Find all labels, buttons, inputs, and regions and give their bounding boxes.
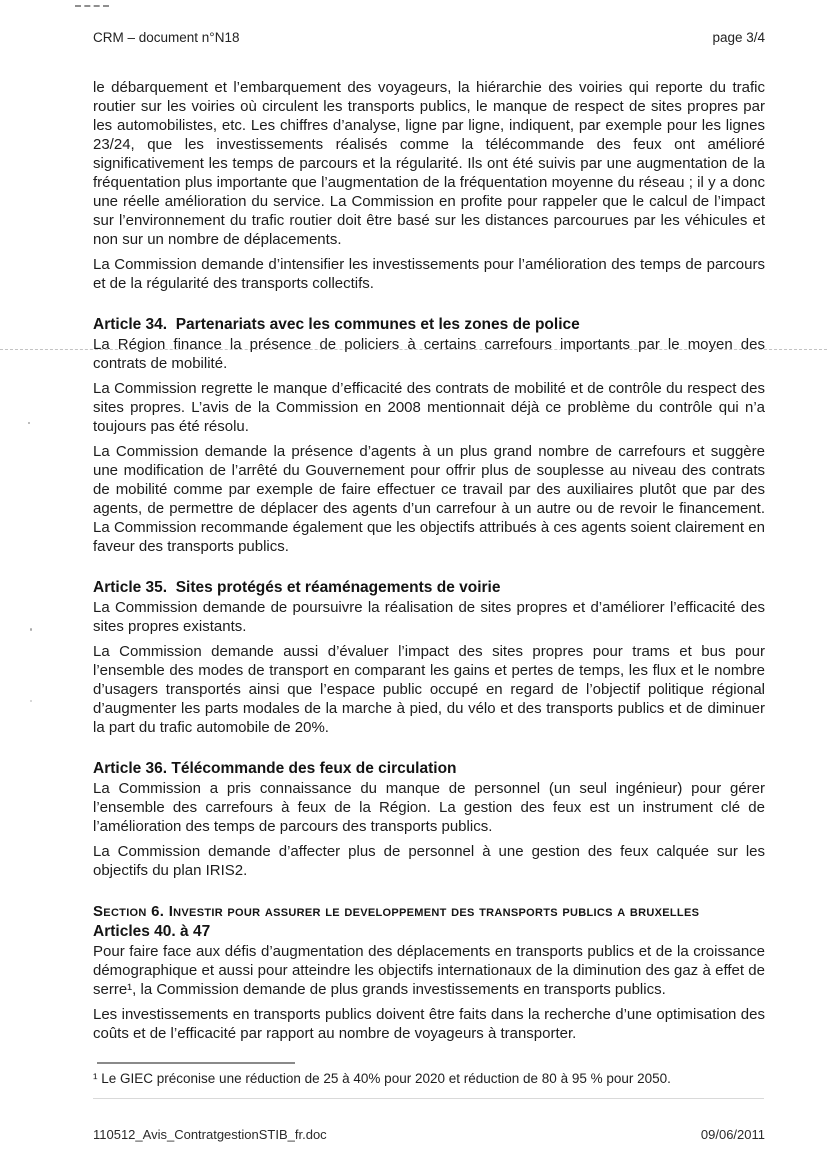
scan-speck	[30, 700, 32, 702]
article-34-heading: Article 34. Partenariats avec les communes et les zones de police	[93, 316, 580, 333]
footnote-area	[93, 1062, 765, 1087]
scan-speck	[30, 628, 32, 631]
paragraph-commission-demande-agents: La Commission demande la présence d’agents à un plus grand nombre de carrefours et suggère une modification de l’arrêté du Gouvernement pour offrir plus de souplesse au niveau des contrats de mobilité comme par exemple de faire effectuer ce travail par des auxiliaires plutôt que par des agents, de permettre de déplacer des agents d’un carrefour à un autre ou de revoir le financement. La Commission recommande également que les objectifs attribués à ces agents soient clairement en faveur des transports publics.	[93, 443, 765, 555]
header-page-number: page 3/4	[712, 30, 765, 45]
paragraph-evaluer-impact: La Commission demande aussi d’évaluer l’impact des sites propres pour trams et bus pour l’ensemble des modes de transport en comparant les gains et pertes de temps, les flux et le nombre d’usagers transportés ainsi que l’espace public occupé en regard de l’objectif politique régional d’augmenter les parts modales de la marche à pied, du vélo et des transports publics et de diminuer la part du trafic automobile de 20%.	[93, 643, 765, 736]
paragraph-intro: le débarquement et l’embarquement des voyageurs, la hiérarchie des voiries qui reporte du trafic routier sur les voiries où circulent les transports publics, le manque de respect de sites propres par les automobilistes, etc. Les chiffres d’analyse, ligne par ligne, indiquent, par exemple pour les lignes 23/24, que les investissements réalisés comme la télécommande des feux ont amélioré significativement les temps de parcours et la régularité. Ils ont été suivis par une augmentation de la fréquentation plus importante que l’augmentation de la fréquentation moyenne du réseau ; il y a donc une réelle amélioration du service. La Commission en profite pour rappeler que le calcul de l’impact sur l’environnement du trafic routier doit être basé sur les distances parcourues par les véhicules et non sur un nombre de déplacements.	[93, 79, 765, 248]
paragraph-defis-augmentation: Pour faire face aux défis d’augmentation des déplacements en transports publics et de la croissance démographique et aussi pour atteindre les objectifs internationaux de la diminution des gaz à effet de serre¹, la Commission demande de plus grands investissements en transports publics.	[93, 943, 765, 998]
paragraph-optimisation-couts: Les investissements en transports publics doivent être faits dans la recherche d’une optimisation des coûts et de l’efficacité par rapport au nombre de voyageurs à transporter.	[93, 1006, 765, 1042]
paragraph-commission-demande-intensifier: La Commission demande d’intensifier les investissements pour l’amélioration des temps de parcours et de la régularité des transports collectifs.	[93, 256, 765, 292]
header-doc-ref: CRM – document n°N18	[93, 30, 240, 45]
paragraph-region-finance: La Région finance la présence de policiers à certains carrefours importants par le moyen des contrats de mobilité.	[93, 336, 765, 372]
paragraph-commission-regrette: La Commission regrette le manque d’efficacité des contrats de mobilité et de contrôle du respect des sites propres. L’avis de la Commission en 2008 mentionnait déjà ce problème du contrôle qui n’a toujours pas été résolu.	[93, 380, 765, 435]
paragraph-affecter-personnel: La Commission demande d’affecter plus de personnel à une gestion des feux calquée sur les objectifs du plan IRIS2.	[93, 843, 765, 879]
paragraph-sites-propres: La Commission demande de poursuivre la réalisation de sites propres et d’améliorer l’efficacité des sites propres existants.	[93, 599, 765, 635]
page-footer	[93, 1127, 765, 1142]
article-35-heading: Article 35. Sites protégés et réaménagements de voirie	[93, 579, 501, 596]
page-header	[93, 30, 765, 45]
footer-filename: 110512_Avis_ContratgestionSTIB_fr.doc	[93, 1127, 327, 1142]
article-36-heading: Article 36. Télécommande des feux de circulation	[93, 760, 457, 777]
footnote-text: ¹ Le GIEC préconise une réduction de 25 à 40% pour 2020 et réduction de 80 à 95 % pour 2050.	[93, 1071, 671, 1086]
section-6-heading: Section 6. Investir pour assurer le developpement des transports publics a bruxelles	[93, 903, 700, 920]
footnote-separator	[97, 1062, 295, 1064]
scan-artifact-dash	[75, 5, 109, 7]
footer-separator	[93, 1098, 764, 1099]
paragraph-manque-personnel: La Commission a pris connaissance du manque de personnel (un seul ingénieur) pour gérer l’ensemble des carrefours à feux de la Région. La gestion des feux est un instrument clé de l’amélioration des temps de parcours des transports publics.	[93, 780, 765, 835]
document-body	[93, 78, 765, 1049]
articles-40-47-heading: Articles 40. à 47	[93, 923, 211, 940]
footer-date: 09/06/2011	[700, 1127, 765, 1142]
scan-speck	[28, 422, 30, 424]
